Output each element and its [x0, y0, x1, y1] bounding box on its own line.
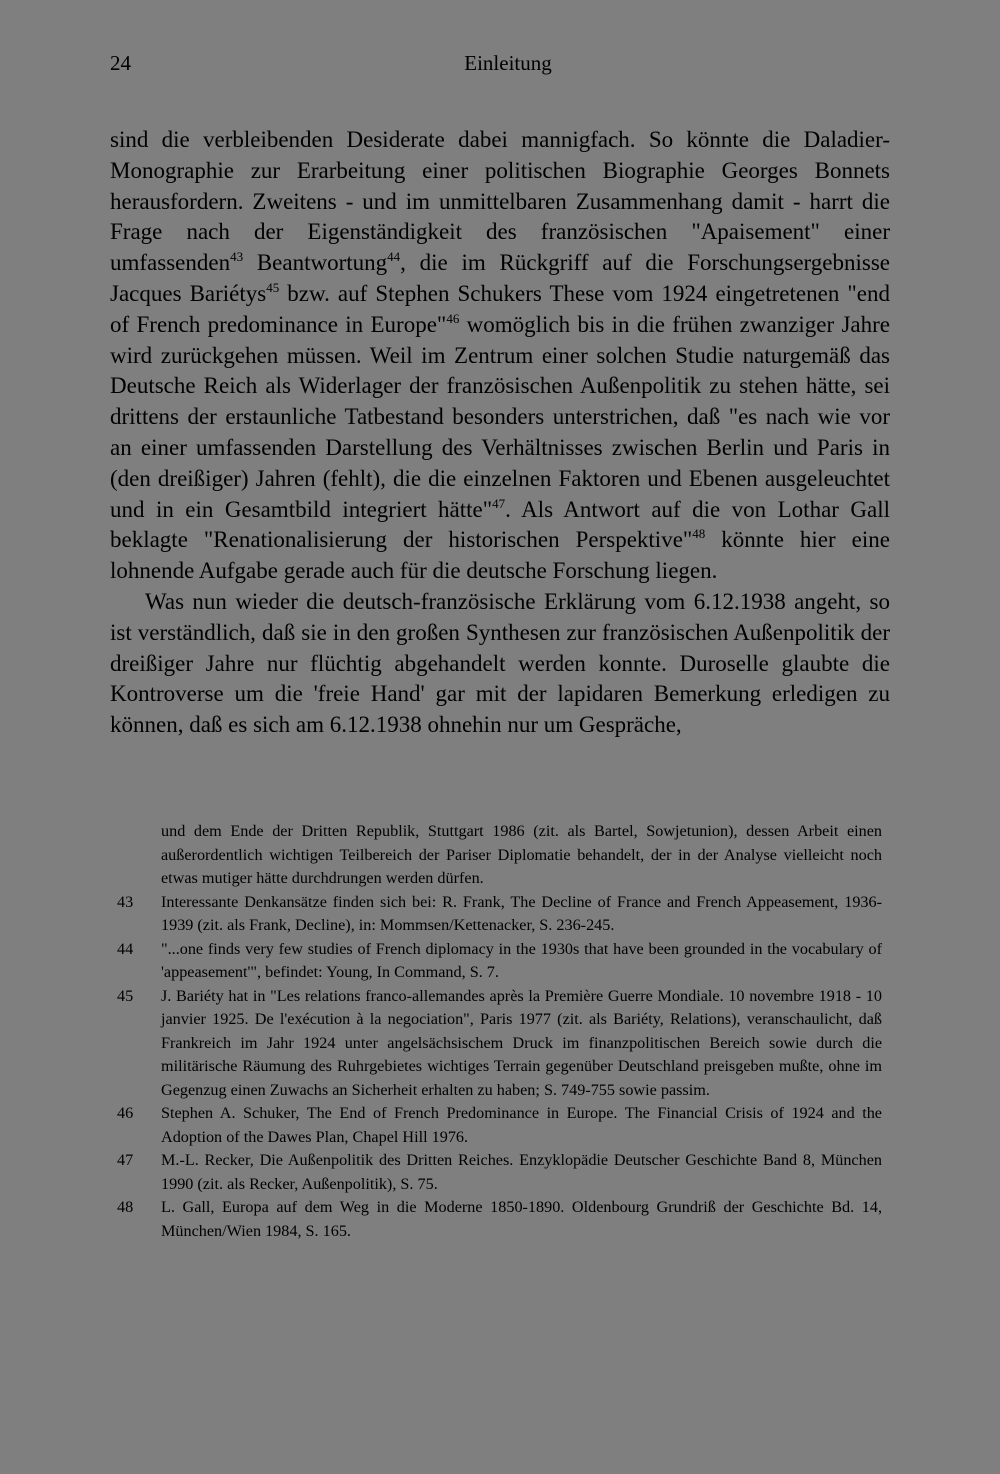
- text-segment: womöglich bis in die frühen zwanziger Jahre wird zurückgehen müssen. Weil im Zentrum einer solchen Studie naturgemäß das Deutsche Reich als Widerlager der französischen Außenpolitik zu stehen hätte, sei drittens der erstaunliche Tatbestand besonders unterstrichen, daß "es nach wie vor an einer umfassenden Darstellung des Verhältnisses zwischen Berlin und Paris in (den dreißiger) Jahren (fehlt), die die einzelnen Faktoren und Ebenen ausgeleuchtet und in ein Gesamtbild integriert hätte": [110, 311, 891, 522]
- footnote-43: [110, 891, 882, 938]
- footnote-48: [110, 1196, 882, 1243]
- text-segment: bzw. auf Stephen Schukers These vom 1924 eingetretenen "end of French predominance in Europe": [110, 280, 890, 337]
- paragraph-1: [110, 125, 890, 587]
- footnote-number: 45: [117, 986, 134, 1005]
- footnote-47: [110, 1149, 882, 1196]
- running-head-title: Einleitung: [464, 51, 552, 75]
- footnote-text: J. Bariéty hat in "Les relations franco-allemandes après la Première Guerre Mondiale. 10 novembre 1918 - 10 janvier 1925. De l'exécution à la negociation", Paris 1977 (zit. als Bariéty, Relations), veranschaulicht, daß Frankreich im Jahr 1924 unter angelsächsischem Druck im finanzpolitischen Bereich sowie durch die militärische Räumung des Ruhrgebietes wichtiges Terrain gegenüber Deutschland preisgeben mußte, ohne im Gegenzug einen Zuwachs an Sicherheit erhalten zu haben; S. 749-755 sowie passim.: [161, 986, 882, 1099]
- footnote-text: M.-L. Recker, Die Außenpolitik des Dritten Reiches. Enzyklopädie Deutscher Geschichte Band 8, München 1990 (zit. als Recker, Außenpolitik), S. 75.: [161, 1151, 882, 1193]
- footnote-number: 47: [117, 1151, 134, 1169]
- footnote-ref-48[interactable]: 48: [692, 526, 706, 542]
- footnote-45: [110, 985, 882, 1103]
- footnote-text: "...one finds very few studies of French diplomacy in the 1930s that have been grounded in the vocabulary of 'appeasement'", befindet: Young, In Command, S. 7.: [161, 939, 882, 981]
- footnote-44: [110, 938, 882, 985]
- text-segment: Beantwortung: [243, 250, 388, 276]
- paragraph-2: Was nun wieder die deutsch-französische Erklärung vom 6.12.1938 angeht, so ist verständlich, daß sie in den großen Synthesen zur französischen Außenpolitik der dreißiger Jahre nur flüchtig abgehandelt werden konnte. Duroselle glaubte die Kontroverse um die 'freie Hand' gar mit der lapidaren Bemerkung erledigen zu können, daß es sich am 6.12.1938 ohnehin nur um Gespräche,: [110, 588, 890, 738]
- footnote-ref-46[interactable]: 46: [446, 310, 460, 326]
- footnote-ref-47[interactable]: 47: [492, 495, 506, 511]
- footnote-text: Interessante Denkansätze finden sich bei: R. Frank, The Decline of France and French Appeasement, 1936-1939 (zit. als Frank, Decline), in: Mommsen/Kettenacker, S. 236-245.: [161, 892, 882, 934]
- main-text: [110, 125, 890, 741]
- footnote-continuation: [110, 820, 882, 891]
- footnote-number: 43: [117, 892, 134, 911]
- footnote-text: und dem Ende der Dritten Republik, Stuttgart 1986 (zit. als Bartel, Sowjetunion), dessen Arbeit einen außerordentlich wichtigen Teilbereich der Pariser Diplomatie behandelt, der in der Analyse vielleicht noch etwas mutiger hätte durchdrungen werden dürfen.: [161, 822, 882, 887]
- text-segment: könnte hier eine lohnende Aufgabe gerade auch für die deutsche Forschung liegen.: [110, 527, 890, 584]
- footnote-number: 44: [117, 939, 134, 958]
- text-segment: . Als Antwort auf die von Lothar Gall beklagte "Renationalisierung der historischen Perspektive": [110, 496, 890, 553]
- footnote-text: Stephen A. Schuker, The End of French Predominance in Europe. The Financial Crisis of 1924 and the Adoption of the Dawes Plan, Chapel Hill 1976.: [161, 1104, 882, 1146]
- running-head: [110, 50, 890, 76]
- footnote-number: 48: [117, 1198, 134, 1216]
- footnote-ref-45[interactable]: 45: [266, 279, 280, 295]
- footnotes-section: [110, 820, 882, 1243]
- footnote-text: L. Gall, Europa auf dem Weg in die Moderne 1850-1890. Oldenbourg Grundriß der Geschichte Bd. 14, München/Wien 1984, S. 165.: [161, 1198, 882, 1240]
- footnote-46: [110, 1102, 882, 1149]
- text-segment: , die im Rückgriff auf die Forschungsergebnisse Jacques Bariétys: [110, 250, 890, 306]
- footnote-ref-44[interactable]: 44: [387, 249, 401, 265]
- page-number: 24: [110, 51, 131, 75]
- footnote-number: 46: [117, 1104, 134, 1122]
- footnote-ref-43[interactable]: 43: [230, 249, 244, 265]
- text-segment: sind die verbleibenden Desiderate dabei mannigfach. So könnte die Daladier-Monographie zur Erarbeitung einer politischen Biographie Georges Bonnets herausfordern. Zweitens - und im unmittelbaren Zusammenhang damit - harrt die Frage nach der Eigenständigkeit des französischen "Apaisement" einer umfassenden: [110, 127, 890, 276]
